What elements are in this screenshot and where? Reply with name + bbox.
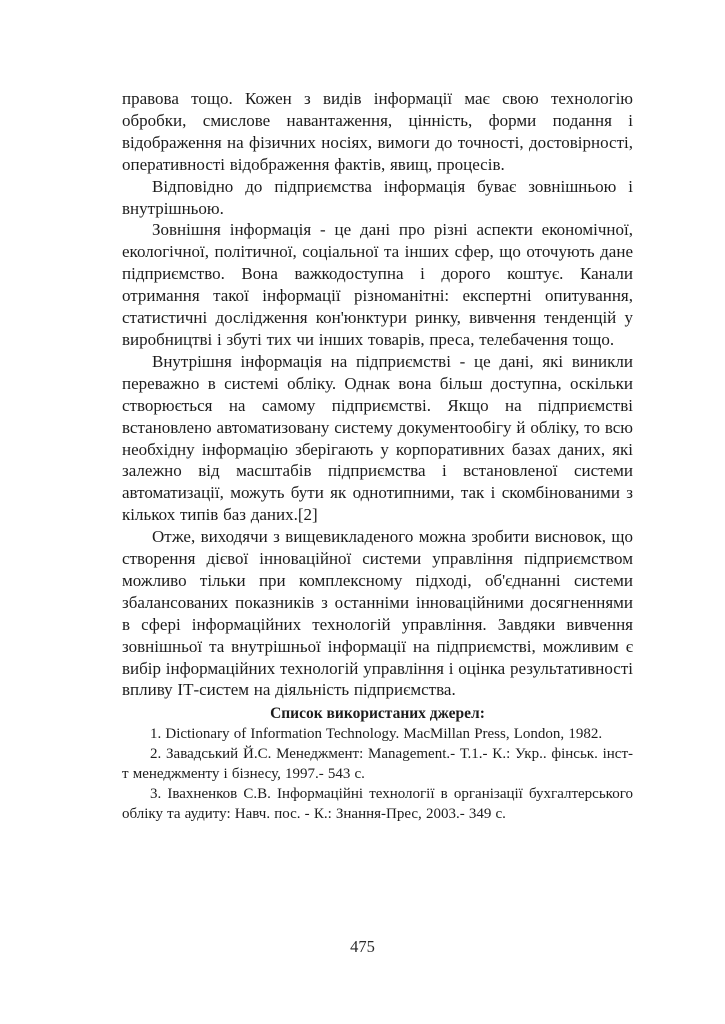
reference-item: 3. Івахненков С.В. Інформаційні технології в організації бухгалтерського обліку та аудиту: Навч. пос. - К.: Знання-Прес, 2003.- 349 с. xyxy=(122,785,633,822)
text-column xyxy=(122,88,633,824)
body-paragraph: Отже, виходячи з вищевикладеного можна зробити висновок, що створення дієвої інноваційної системи управління підприємством можливо тільки при комплексному підході, об'єднанні системи збалансованих показників з останніми інноваційними досягненнями в сфері інформаційних технологій управління. Завдяки вивчення зовнішньої та внутрішньої інформації на підприємстві, можливим є вибір інформаційних технологій управління і оцінка результативності впливу ІТ-систем на діяльність підприємства. xyxy=(122,527,633,700)
body-paragraph: Зовнішня інформація - це дані про різні аспекти економічної, екологічної, політичної, соціальної та інших сфер, що оточують дане підприємство. Вона важкодоступна і дорого коштує. Канали отримання такої інформації різноманітні: експертні опитування, статистичні дослідження кон'юнктури ринку, вивчення тенденцій у виробництві і збуті тих чи інших товарів, преса, телебачення тощо. xyxy=(122,220,633,349)
body-paragraph: Відповідно до підприємства інформація буває зовнішньою і внутрішньою. xyxy=(122,176,633,218)
page-number: 475 xyxy=(350,937,375,956)
body-paragraph: правова тощо. Кожен з видів інформації має свою технологію обробки, смислове навантаження, цінність, форми подання і відображення на фізичних носіях, вимоги до точності, достовірності, оперативності відображення фактів, явищ, процесів. xyxy=(122,89,633,174)
references-list xyxy=(122,725,633,824)
reference-item: 1. Dictionary of Information Technology. MacMillan Press, London, 1982. xyxy=(150,726,603,743)
body-paragraph: Внутрішня інформація на підприємстві - це дані, які виникли переважно в системі обліку. Однак вона більш доступна, оскільки створюється на самому підприємстві. Якщо на підприємстві встановлено автоматизовану систему документообігу й обліку, то всю необхідну інформацію зберігають у корпоративних базах даних, які залежно від масштабів підприємства і встановленої системи автоматизації, можуть бути як однотипними, так і скомбінованими з кількох типів баз даних.[2] xyxy=(122,351,633,525)
body-text xyxy=(122,88,633,701)
reference-item: 2. Завадський Й.С. Менеджмент: Management.- Т.1.- К.: Укр.. фінськ. інст-т менеджменту і бізнесу, 1997.- 543 с. xyxy=(122,746,633,782)
references-heading: Список використаних джерел: xyxy=(270,705,485,723)
